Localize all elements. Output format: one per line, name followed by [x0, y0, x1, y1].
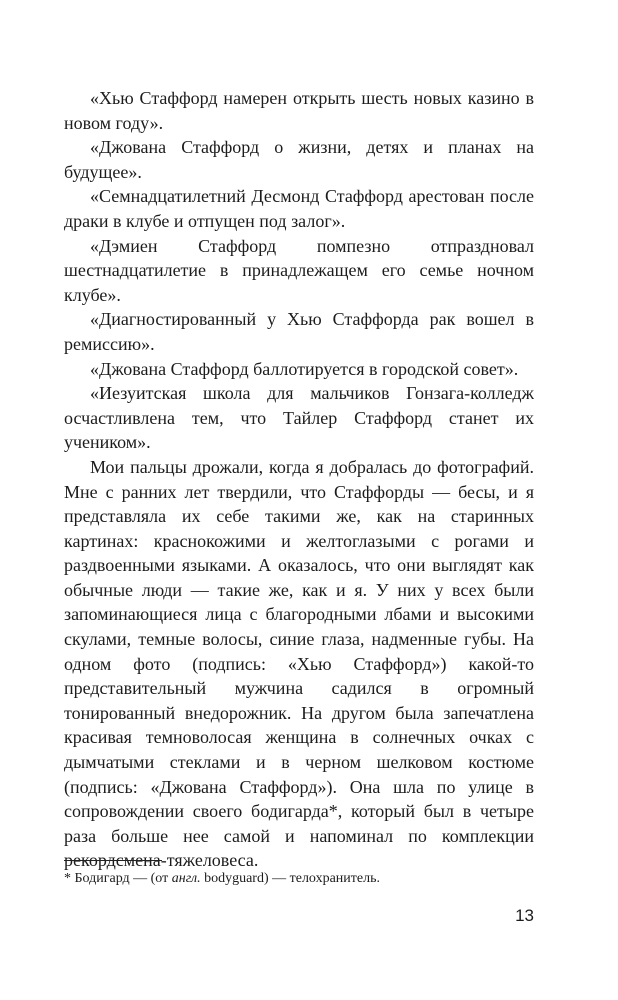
footnote-lang-abbrev: англ.: [171, 871, 201, 886]
paragraph: «Дэмиен Стаффорд помпезно отпраздновал шестнадцатилетие в принадлежащем его семье ночном клубе».: [64, 235, 534, 305]
paragraph: «Иезуитская школа для мальчиков Гонзага-колледж осчастливлена тем, что Тайлер Стаффорд станет их учеником».: [64, 383, 534, 453]
footnote-divider: [64, 860, 162, 861]
paragraph: «Хью Стаффорд намерен открыть шесть новых казино в новом году».: [64, 88, 534, 133]
footnote-lead: * Бодигард — (от: [64, 871, 172, 886]
paragraph: Мои пальцы дрожали, когда я добралась до фотографий. Мне с ранних лет твердили, что Стаффорды — бесы, и я представляла их себе такими же, как на старинных картинах: краснокожими и желтоглазыми с рогами и раздвоенными языками. А оказалось, что они выглядят как обычные люди — такие же, как и я. У них у всех были запоминающиеся лица с благородными лбами и высокими скулами, темные волосы, синие глаза, надменные губы. На одном фото (подпись: «Хью Стаффорд») какой-то представительный мужчина садился в огромный тонированный внедорожник. На другом была запечатлена красивая темноволосая женщина в солнечных очках с дымчатыми стеклами и в черном шелковом костюме (подпись: «Джована Стаффорд»). Она шла по улице в сопровождении своего бодигарда*, который был в четыре раза больше нее самой и напоминал по комплекции рекордсмена-тяжеловеса.: [64, 456, 534, 871]
paragraph: «Семнадцатилетний Десмонд Стаффорд арестован после драки в клубе и отпущен под залог».: [64, 186, 534, 231]
paragraph: «Джована Стаффорд баллотируется в городской совет».: [90, 358, 519, 379]
footnote-rest: bodyguard) — телохранитель.: [200, 871, 380, 886]
footnote: [64, 870, 534, 888]
paragraph: «Джована Стаффорд о жизни, детях и планах на будущее».: [64, 137, 534, 182]
paragraph: «Диагностированный у Хью Стаффорда рак вошел в ремиссию».: [64, 309, 534, 354]
page-number: 13: [515, 906, 534, 925]
body-text: [64, 86, 534, 873]
